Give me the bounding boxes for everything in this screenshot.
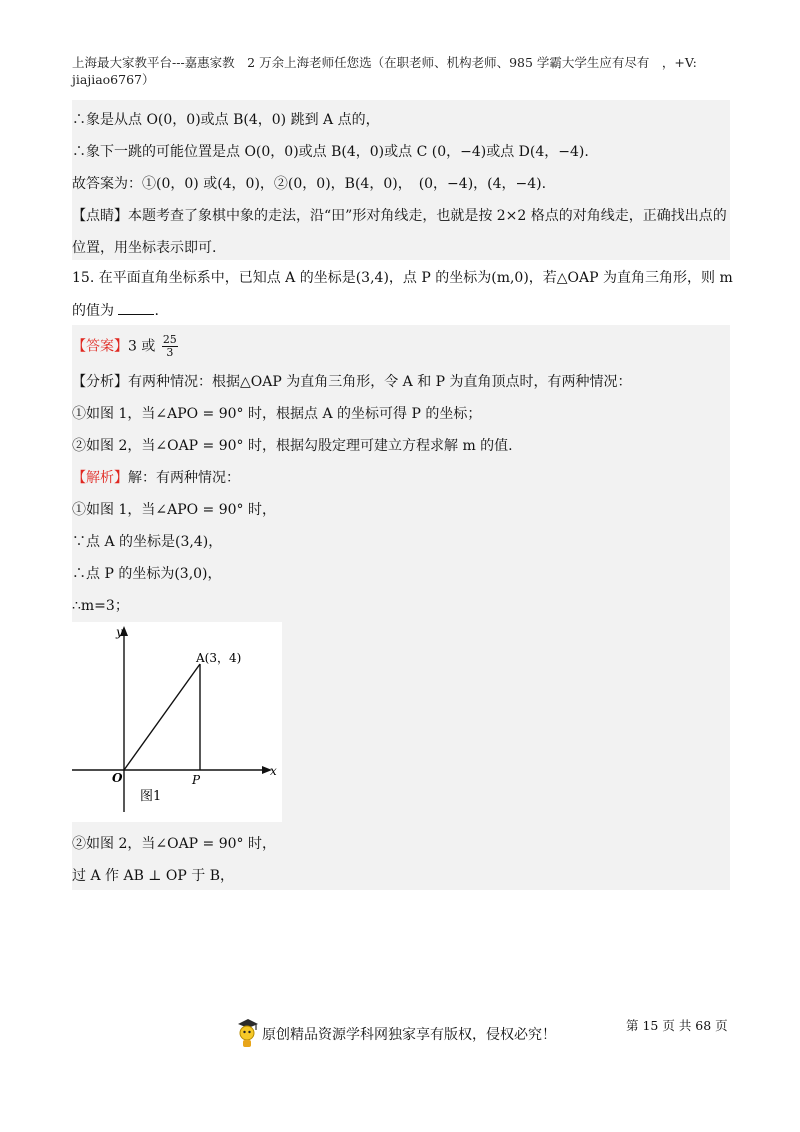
- point-p-label: P: [192, 773, 201, 787]
- figure-caption: 图1: [140, 789, 162, 804]
- question-line-1: 15. 在平面直角坐标系中，已知点 A 的坐标是(3,4)，点 P 的坐标为(m,0)，若△OAP 为直角三角形，则 m: [72, 270, 733, 286]
- copyright-text: 原创精品资源学科网独家享有版权，侵权必究！: [262, 1027, 556, 1043]
- solution-line-5: ∴m=3；: [72, 598, 129, 614]
- solution-line-1: [72, 468, 240, 488]
- page-header: [72, 54, 732, 88]
- page-number: 第 15 页 共 68 页: [626, 1018, 728, 1033]
- figure-1: [72, 622, 282, 822]
- x-axis-label: x: [270, 764, 277, 778]
- analysis-line-3: ②如图 2，当∠OAP = 90° 时，根据勾股定理可建立方程求解 m 的值.: [72, 438, 513, 454]
- solution-text-1: 解：有两种情况：: [128, 470, 240, 486]
- header-line-2: jiajiao6767）: [72, 72, 155, 87]
- segment-oa: [124, 664, 200, 770]
- prev-line-5: 位置，用坐标表示即可.: [72, 240, 217, 256]
- header-line-1: 上海最大家教平台---嘉惠家教 2 万余上海老师任您选（在职老师、机构老师、985 学霸大学生应有尽有 ，+V:: [72, 55, 697, 70]
- question-line-2: [72, 300, 159, 321]
- solution-line-4: ∴点 P 的坐标为(3,0)，: [72, 566, 222, 582]
- fraction-numerator: 25: [162, 333, 177, 346]
- y-axis-label: y: [116, 625, 123, 639]
- analysis-line-2: ①如图 1，当∠APO = 90° 时，根据点 A 的坐标可得 P 的坐标；: [72, 406, 482, 422]
- answer-blank: [118, 300, 154, 315]
- answer-text: 3 或: [128, 338, 156, 355]
- prev-line-3: 故答案为：①(0，0) 或(4，0)，②(0，0)，B(4，0)， (0，−4)，(4，−4).: [72, 176, 547, 192]
- figure-1-svg: [72, 622, 282, 822]
- analysis-line-1: 【分析】有两种情况：根据△OAP 为直角三角形，令 A 和 P 为直角顶点时，有两种情况：: [72, 374, 632, 390]
- prev-line-2: ∴象下一跳的可能位置是点 O(0，0)或点 B(4，0)或点 C (0，−4)或点 D(4，−4).: [72, 144, 589, 160]
- mascot-logo-icon: [234, 1016, 260, 1048]
- point-a-label: A(3，4): [196, 651, 242, 665]
- answer-line: [72, 334, 178, 359]
- prev-line-1: ∴象是从点 O(0，0)或点 B(4，0) 跳到 A 点的，: [72, 112, 380, 128]
- fraction-denominator: 3: [166, 346, 174, 359]
- solution-line-2: ①如图 1，当∠APO = 90° 时，: [72, 502, 276, 518]
- answer-fraction: [162, 334, 178, 359]
- origin-label: O: [112, 771, 123, 785]
- solution-line-3: ∵点 A 的坐标是(3,4)，: [72, 534, 223, 550]
- question-suffix: .: [154, 303, 159, 319]
- solution-line-7: 过 A 作 AB ⊥ OP 于 B，: [72, 868, 235, 884]
- prev-line-4: 【点睛】本题考查了象棋中象的走法，沿“田”形对角线走，也就是按 2×2 格点的对角线走，正确找出点的: [72, 208, 727, 224]
- solution-tag: 【解析】: [72, 470, 128, 486]
- answer-tag: 【答案】: [72, 338, 128, 355]
- question-prefix: 的值为: [72, 303, 114, 319]
- solution-line-6: ②如图 2，当∠OAP = 90° 时，: [72, 836, 276, 852]
